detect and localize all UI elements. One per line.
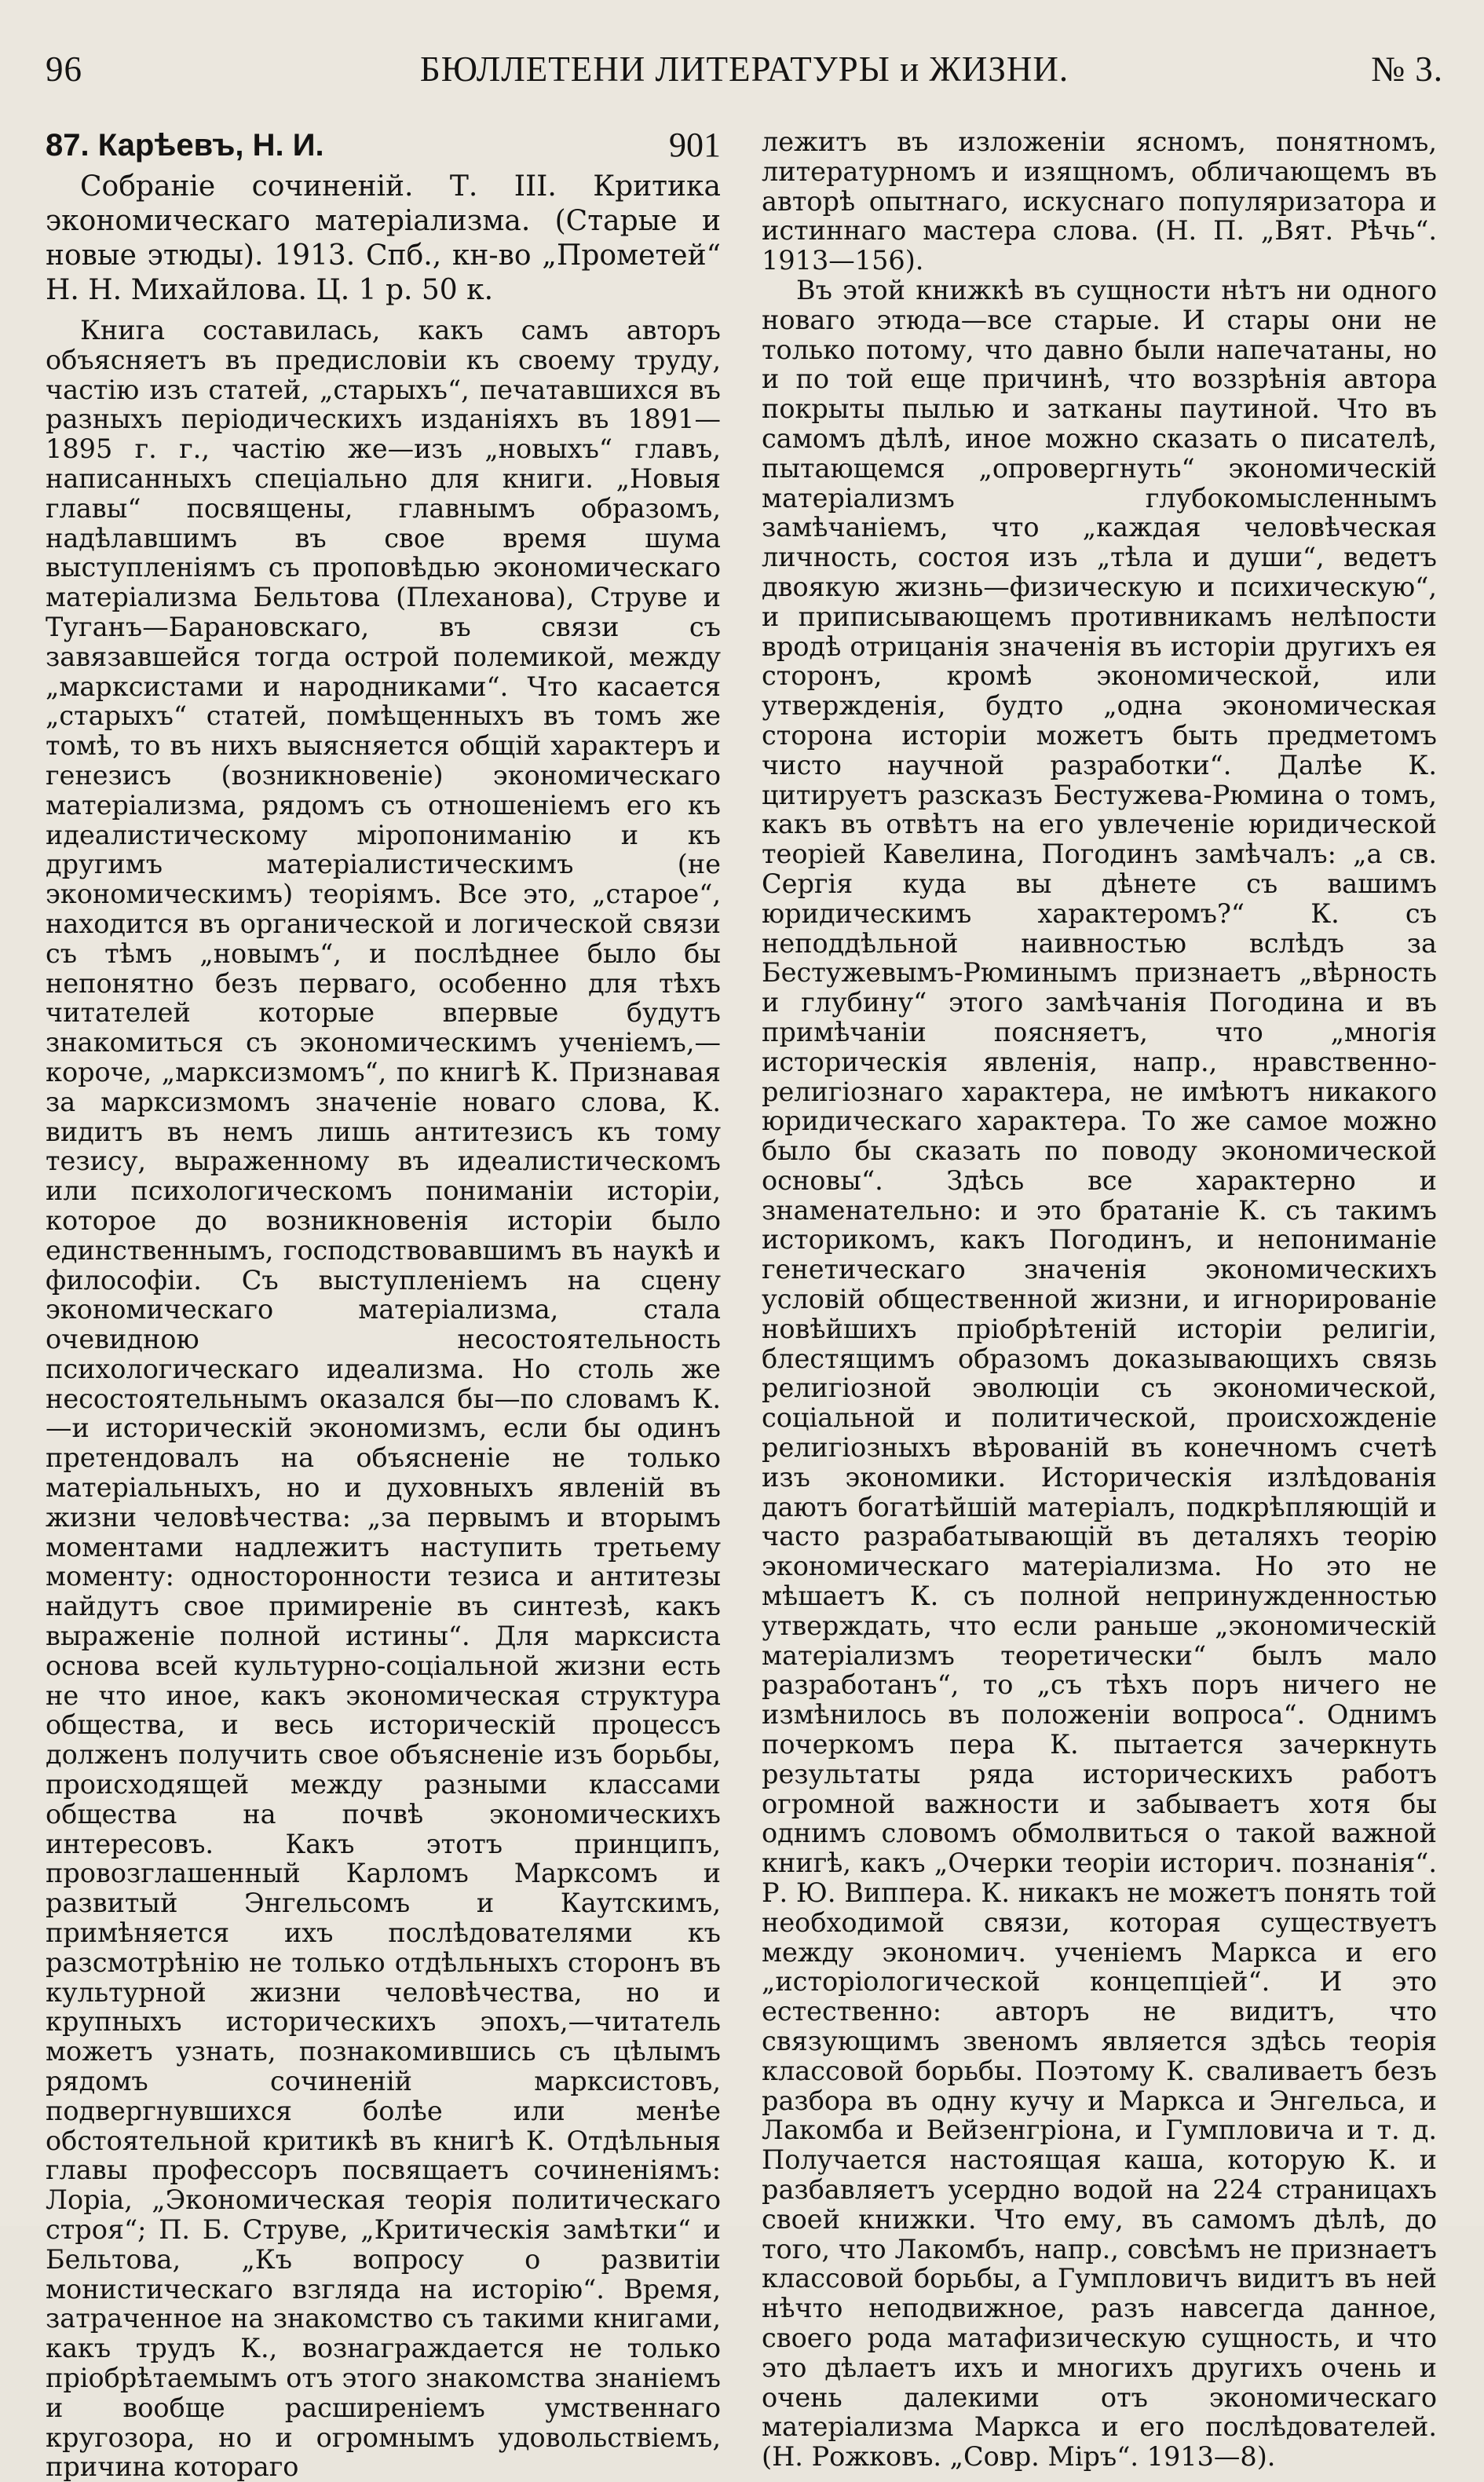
first-review-conclusion: лежитъ въ изложеніи ясномъ, понятномъ, литературномъ и изящномъ, обличающемъ въ авторѣ опытнаго, искуснаго популяризатора и истиннаго мастера слова. (Н. П. „Вят. Рѣчь“. 1913—156). [762,126,1437,276]
book-bibliographic-description: Собраніе сочиненій. Т. III. Критика экономическаго матеріализма. (Старые и новые этюды). 1913. Спб., кн-во „Прометей“ Н. Н. Михайлова. Ц. 1 р. 50 к. [46,170,721,306]
book-entry-heading [46,127,721,163]
journal-title: БЮЛЛЕТЕНИ ЛИТЕРАТУРЫ и ЖИЗНИ. [419,49,1069,89]
issue-number: № 3. [1371,49,1443,89]
left-text-column [46,127,721,2482]
right-text-column [762,127,1437,2472]
author-heading: 87. Карѣевъ, Н. И. [46,128,324,163]
page-header [46,46,1443,93]
page-number: 96 [46,49,82,89]
second-review-body: Въ этой книжкѣ въ сущности нѣтъ ни одного новаго этюда—все старые. И стары они не только потому, что давно были напечатаны, но и по той еще причинѣ, что воззрѣнія автора покрыты пылью и затканы паутиной. Что въ самомъ дѣлѣ, иное можно сказать о писателѣ, пытающемся „опровергнуть“ экономическій матеріализмъ глубокомысленнымъ замѣчаніемъ, что „каждая человѣческая личность, состоя изъ „тѣла и души“, ведетъ двоякую жизнь—физическую и психическую“, и приписывающемъ противникамъ нелѣпости вродѣ отрицанія значенія въ исторіи другихъ ея сторонъ, кромѣ экономической, или утвержденія, будто „одна экономическая сторона исторіи можетъ быть предметомъ чисто научной разработки“. Далѣе К. цитируетъ разсказъ Бестужева-Рюмина о томъ, какъ въ отвѣтъ на его увлеченіе юридической теоріей Кавелина, Погодинъ замѣчалъ: „а св. Сергія куда вы дѣнете съ вашимъ юридическимъ характеромъ?“ К. съ неподдѣльной наивностью вслѣдъ за Бестужевымъ-Рюминымъ признаетъ „вѣрность и глубину“ этого замѣчанія Погодина и въ примѣчаніи поясняетъ, что „многія историческія явленія, напр., нравственно-религіознаго характера, не имѣютъ никакого юридическаго характера. То же самое можно было бы сказать по поводу экономической основы“. Здѣсь все характерно и знаменательно: и это братаніе К. съ такимъ историкомъ, какъ Погодинъ, и непониманіе генетическаго значенія экономическихъ условій общественной жизни, и игнорированіе новѣйшихъ пріобрѣтеній исторіи религіи, блестящимъ образомъ доказывающихъ связь религіозной эволюціи съ экономической, соціальной и политической, происхожденіе религіозныхъ вѣрованій въ конечномъ счетѣ изъ экономики. Историческія излѣдованія даютъ богатѣйшій матеріалъ, подкрѣпляющій и часто разрабатывающій въ деталяхъ теорію экономическаго матеріализма. Но это не мѣшаетъ К. съ полной непринужденностью утверждать, что если раньше „экономическій матеріализмъ теоретически“ былъ мало разработанъ“, то „съ тѣхъ поръ ничего не измѣнилось въ положеніи вопроса“. Однимъ почеркомъ пера К. пытается зачеркнуть результаты ряда историческихъ работъ огромной важности и забываетъ хотя бы однимъ словомъ обмолвиться о такой важной книгѣ, какъ „Очерки теоріи историч. познанія“. Р. Ю. Виппера. К. никакъ не можетъ понять той необходимой связи, которая существуетъ между экономич. ученіемъ Маркса и его „исторіологической концепціей“. И это естественно: авторъ не видитъ, что связующимъ звеномъ является здѣсь теорія классовой борьбы. Поэтому К. сваливаетъ безъ разбора въ одну кучу и Маркса и Энгельса, и Лакомба и Вейзенгріона, и Гумпловича и т. д. Получается настоящая каша, которую К. и разбавляетъ усердно водой на 224 страницахъ своей книжки. Что ему, въ самомъ дѣлѣ, до того, что Лакомбъ, напр., совсѣмъ не признаетъ классовой борьбы, а Гумпловичъ видитъ въ ней нѣчто неподвижное, разъ навсегда данное, своего рода матафизическую сущность, и что это дѣлаетъ ихъ и многихъ другихъ очень и очень далекими отъ экономическаго матеріализма Маркса и его послѣдователей. (Н. Рожковъ. „Совр. Міръ“. 1913—8). [762,274,1437,2473]
first-review-body: Книга составилась, какъ самъ авторъ объясняетъ въ предисловіи къ своему труду, частію изъ статей, „старыхъ“, печатавшихся въ разныхъ періодическихъ изданіяхъ въ 1891—1895 г. г., частію же—изъ „новыхъ“ главъ, написанныхъ спеціально для книги. „Новыя главы“ посвящены, главнымъ образомъ, надѣлавшимъ въ свое время шума выступленіямъ съ проповѣдью экономическаго матеріализма Бельтова (Плеханова), Струве и Туганъ—Барановскаго, въ связи съ завязавшейся тогда острой полемикой, между „марксистами и народниками“. Что касается „старыхъ“ статей, помѣщенныхъ въ томъ же томѣ, то въ нихъ выясняется общій характеръ и генезисъ (возникновеніе) экономическаго матеріализма, рядомъ съ отношеніемъ его къ идеалистическому міропониманію и къ другимъ матеріалистическимъ (не экономическимъ) теоріямъ. Все это, „старое“, находится въ органической и логической связи съ тѣмъ „новымъ“, и послѣднее было бы непонятно безъ перваго, особенно для тѣхъ читателей которые впервые будутъ знакомиться съ экономическимъ ученіемъ,—короче, „марксизмомъ“, по книгѣ К. Признавая за марксизмомъ значеніе новаго слова, К. видитъ въ немъ лишь антитезисъ къ тому тезису, выраженному въ идеалистическомъ или психологическомъ пониманіи исторіи, которое до возникновенія исторіи было единственнымъ, господствовавшимъ въ наукѣ и философіи. Съ выступленіемъ на сцену экономическаго матеріализма, стала очевидною несостоятельность психологическаго идеализма. Но столь же несостоятельнымъ оказался бы—по словамъ К.—и историческій экономизмъ, если бы одинъ претендовалъ на объясненіе не только матеріальныхъ, но и духовныхъ явленій въ жизни человѣчества: „за первымъ и вторымъ моментами надлежитъ наступить третьему моменту: односторонности тезиса и антитезы найдутъ свое примиреніе въ синтезѣ, какъ выраженіе полной истины“. Для марксиста основа всей культурно-соціальной жизни есть не что иное, какъ экономическая структура общества, и весь историческій процессъ долженъ получить свое объясненіе изъ борьбы, происходящей между разными классами общества на почвѣ экономическихъ интересовъ. Какъ этотъ принципъ, провозглашенный Карломъ Марксомъ и развитый Энгельсомъ и Каутскимъ, примѣняется ихъ послѣдователями къ разсмотрѣнію не только отдѣльныхъ сторонъ въ культурной жизни человѣчества, но и крупныхъ историческихъ эпохъ,—читатель можетъ узнать, познакомившись съ цѣлымъ рядомъ сочиненій марксистовъ, подвергнувшихся болѣе или менѣе обстоятельной критикѣ въ книгѣ К. Отдѣльныя главы профессоръ посвящаетъ сочиненіямъ: Лоріа, „Экономическая теорія политическаго строя“; П. Б. Струве, „Критическія замѣтки“ и Бельтова, „Къ вопросу о развитіи монистическаго взгляда на исторію“. Время, затраченное на знакомство съ такими книгами, какъ трудъ К., вознаграждается не только пріобрѣтаемымъ отъ этого знакомства знаніемъ и вообще расширеніемъ умственнаго кругозора, но и огромнымъ удовольствіемъ, причина котораго [46,315,721,2482]
entry-number: 901 [669,126,721,164]
